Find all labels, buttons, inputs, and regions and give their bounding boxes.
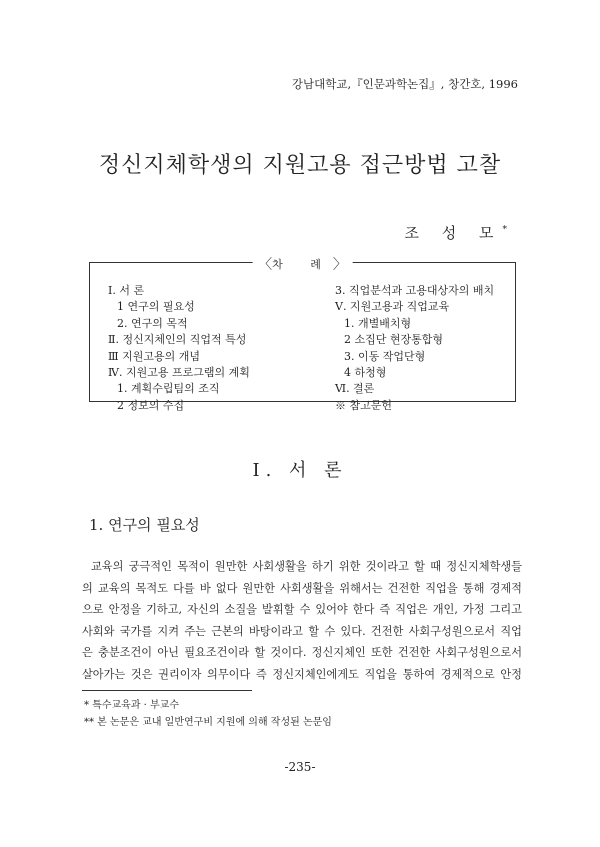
toc-item: 3. 이동 작업단형 [344, 349, 426, 363]
toc-label-text: 차 례 [272, 258, 333, 271]
toc-item: Ⅰ. 서 론 [108, 284, 145, 297]
toc-right-column [335, 283, 494, 414]
section-title: Ⅰ. 서 론 [252, 460, 348, 481]
toc-item: 1. 계획수립팀의 조직 [117, 382, 220, 396]
toc-label [252, 254, 353, 274]
toc-item: 4 하청형 [344, 366, 387, 380]
toc-item: Ⅲ 지원고용의 개념 [108, 349, 200, 363]
footnote: ** 본 논문은 교내 일반연구비 지원에 의해 작성된 논문임 [84, 717, 332, 728]
toc-item: 3. 직업분석과 고용대상자의 배치 [335, 284, 495, 297]
paper-title: 정신지체학생의 지원고용 접근방법 고찰 [98, 153, 502, 178]
subsection-title: 1. 연구의 필요성 [89, 516, 200, 534]
toc-item: 1. 개별배치형 [344, 316, 412, 330]
toc-item: ※ 참고문헌 [335, 398, 393, 412]
footnote: * 특수교육과 · 부교수 [84, 700, 179, 711]
left-angle-bracket-icon: 〈 [258, 257, 273, 273]
body-line: 은 충분조건이 아닌 필요조건이라 할 것이다. 정신지체인 또한 건전한 사회구성원으로서 [82, 646, 522, 660]
toc-item: Ⅱ. 정신지체인의 직업적 특성 [108, 333, 247, 347]
toc-left-column [108, 283, 250, 414]
footnotes [84, 697, 332, 731]
right-angle-bracket-icon: 〉 [332, 257, 347, 273]
author-footnote-mark: * [502, 225, 507, 235]
toc-item: Ⅴ. 지원고용과 직업교육 [335, 300, 450, 314]
page-number: -235- [284, 760, 316, 774]
body-line: 살아가는 것은 권리이자 의무이다 즉 정신지체인에게도 직업을 통하여 경제적으로 안정 [82, 667, 522, 681]
author-name: 조 성 모 [404, 224, 503, 242]
footnote-divider [82, 690, 252, 691]
toc-item: 2. 연구의 목적 [117, 316, 188, 330]
toc-item: Ⅳ. 지원고용 프로그램의 계획 [108, 366, 250, 380]
body-line: 교육의 궁극적인 목적이 원만한 사회생활을 하기 위한 것이라고 할 때 정신지체학생들 [91, 560, 522, 573]
toc-item: 1 연구의 필요성 [117, 300, 195, 314]
author [404, 222, 507, 243]
body-text [82, 556, 522, 686]
toc-item: 2 소집단 현장통합형 [344, 333, 443, 347]
body-line: 사회와 국가를 지켜 주는 근본의 바탕이라고 할 수 있다. 건전한 사회구성원으로서 직업 [82, 624, 522, 638]
body-line: 으로 안정을 기하고, 자신의 소질을 발휘할 수 있어야 한다 즉 직업은 개인, 가정 그리고 [82, 603, 522, 617]
toc-item: Ⅵ. 결론 [335, 382, 375, 396]
body-line: 의 교육의 목적도 다를 바 없다 원만한 사회생활을 위해서는 건전한 직업을 통해 경제적 [82, 581, 522, 595]
table-of-contents [89, 257, 516, 412]
toc-item: 2 정보의 수집 [117, 398, 185, 412]
journal-source: 강남대학교,『인문과학논집』, 창간호, 1996 [291, 77, 518, 91]
